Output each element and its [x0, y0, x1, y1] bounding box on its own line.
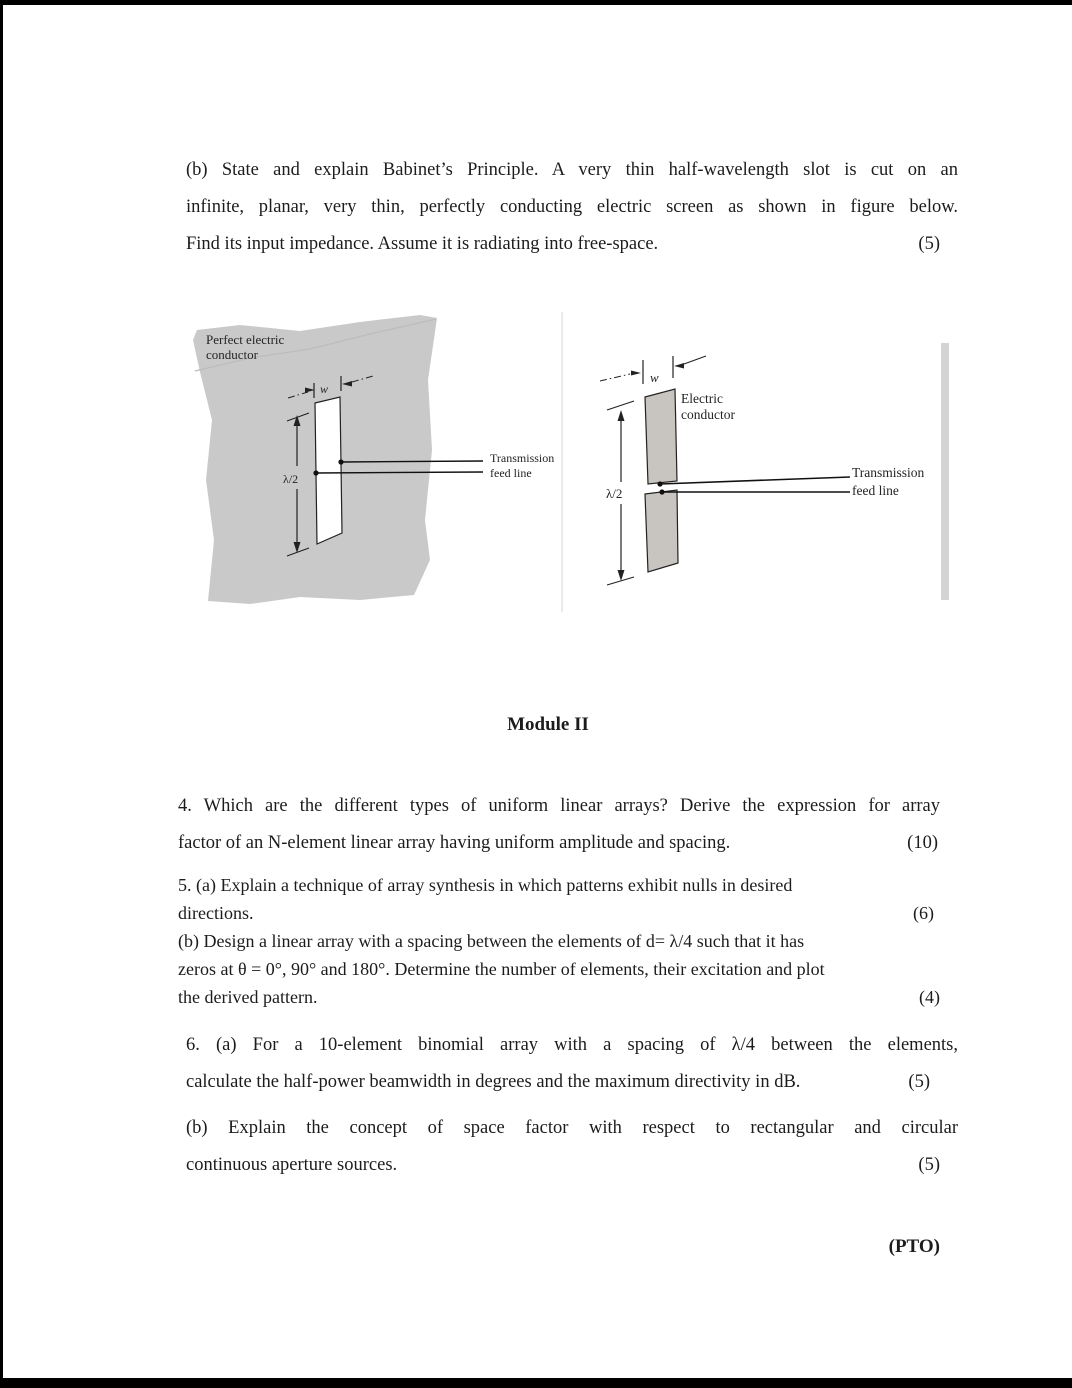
dipole-strip-top: [645, 389, 677, 484]
text-line: [186, 1147, 958, 1184]
question-3b: [186, 152, 958, 263]
text-line: (b) Design a linear array with a spacing between the elements of d= λ/4 such that it has: [178, 931, 805, 951]
transmission-feed-line-label: feed line: [852, 483, 899, 498]
transmission-feed-line-label: Transmission: [490, 451, 555, 465]
feed-line: [660, 477, 850, 484]
pto-note: (PTO): [888, 1236, 940, 1257]
dipole-width-label: w: [650, 370, 659, 385]
transmission-feed-line-label: feed line: [490, 466, 532, 480]
scan-artifact-bar: [941, 343, 949, 600]
babinet-figure: [180, 300, 960, 635]
slot-shape: [315, 397, 342, 544]
question-6a: [186, 1027, 958, 1101]
arrowhead: [618, 570, 625, 581]
text-line: [186, 1064, 958, 1101]
dimension-leader: [684, 356, 706, 364]
dimension-leader: [600, 374, 630, 381]
text-line-content: factor of an N-element linear array having uniform amplitude and spacing.: [178, 833, 731, 853]
text-line: [178, 899, 948, 927]
perfect-electric-conductor-label: conductor: [206, 347, 258, 362]
arrowhead: [674, 363, 684, 369]
dipole-length-label: λ/2: [606, 486, 623, 501]
perfect-electric-conductor-label: Perfect electric: [206, 332, 285, 347]
electric-conductor-label: conductor: [681, 407, 735, 422]
text-line-content: the derived pattern.: [178, 987, 318, 1007]
electric-conductor-label: Electric: [681, 391, 723, 406]
text-line: 4. Which are the different types of uniform linear arrays? Derive the expression for array: [178, 796, 940, 816]
arrowhead: [631, 371, 641, 376]
text-line: zeros at θ = 0°, 90° and 180°. Determine the number of elements, their excitation and plot: [178, 959, 825, 979]
text-line-content: calculate the half-power beamwidth in degrees and the maximum directivity in dB.: [186, 1072, 801, 1092]
text-line: [186, 226, 958, 263]
transmission-feed-line-label: Transmission: [852, 465, 925, 480]
scan-border-top: [0, 0, 1072, 5]
question-6b: [186, 1110, 958, 1184]
text-line: infinite, planar, very thin, perfectly conducting electric screen as shown in figure below.: [186, 197, 958, 217]
slot-width-label: w: [320, 382, 329, 396]
marks-badge: (10): [907, 833, 938, 853]
marks-badge: (6): [913, 903, 934, 923]
text-line-content: directions.: [178, 903, 254, 923]
arrowhead: [618, 410, 625, 421]
dimension-tick: [607, 401, 634, 410]
text-line: [178, 983, 948, 1011]
question-5: [178, 871, 948, 1011]
question-4: [178, 788, 940, 862]
marks-badge: (5): [918, 234, 940, 254]
feed-line: [316, 472, 483, 473]
dipole-strip-bottom: [645, 490, 678, 572]
text-line-content: continuous aperture sources.: [186, 1155, 398, 1175]
marks-badge: (5): [918, 1155, 940, 1175]
module-heading: Module II: [507, 714, 589, 735]
slot-length-label: λ/2: [283, 472, 299, 486]
marks-badge: (4): [919, 987, 940, 1007]
scan-border-left: [0, 0, 3, 1388]
text-line: 5. (a) Explain a technique of array synthesis in which patterns exhibit nulls in desired: [178, 875, 793, 895]
text-line: (b) State and explain Babinet’s Principle. A very thin half-wavelength slot is cut on an: [186, 160, 958, 180]
marks-badge: (5): [908, 1072, 930, 1092]
scan-border-bottom: [0, 1378, 1072, 1388]
text-line-content: Find its input impedance. Assume it is radiating into free-space.: [186, 234, 659, 254]
text-line: (b) Explain the concept of space factor with respect to rectangular and circular: [186, 1118, 958, 1138]
text-line: [178, 825, 940, 862]
text-line: 6. (a) For a 10-element binomial array with a spacing of λ/4 between the elements,: [186, 1035, 958, 1055]
feed-line: [341, 461, 483, 462]
